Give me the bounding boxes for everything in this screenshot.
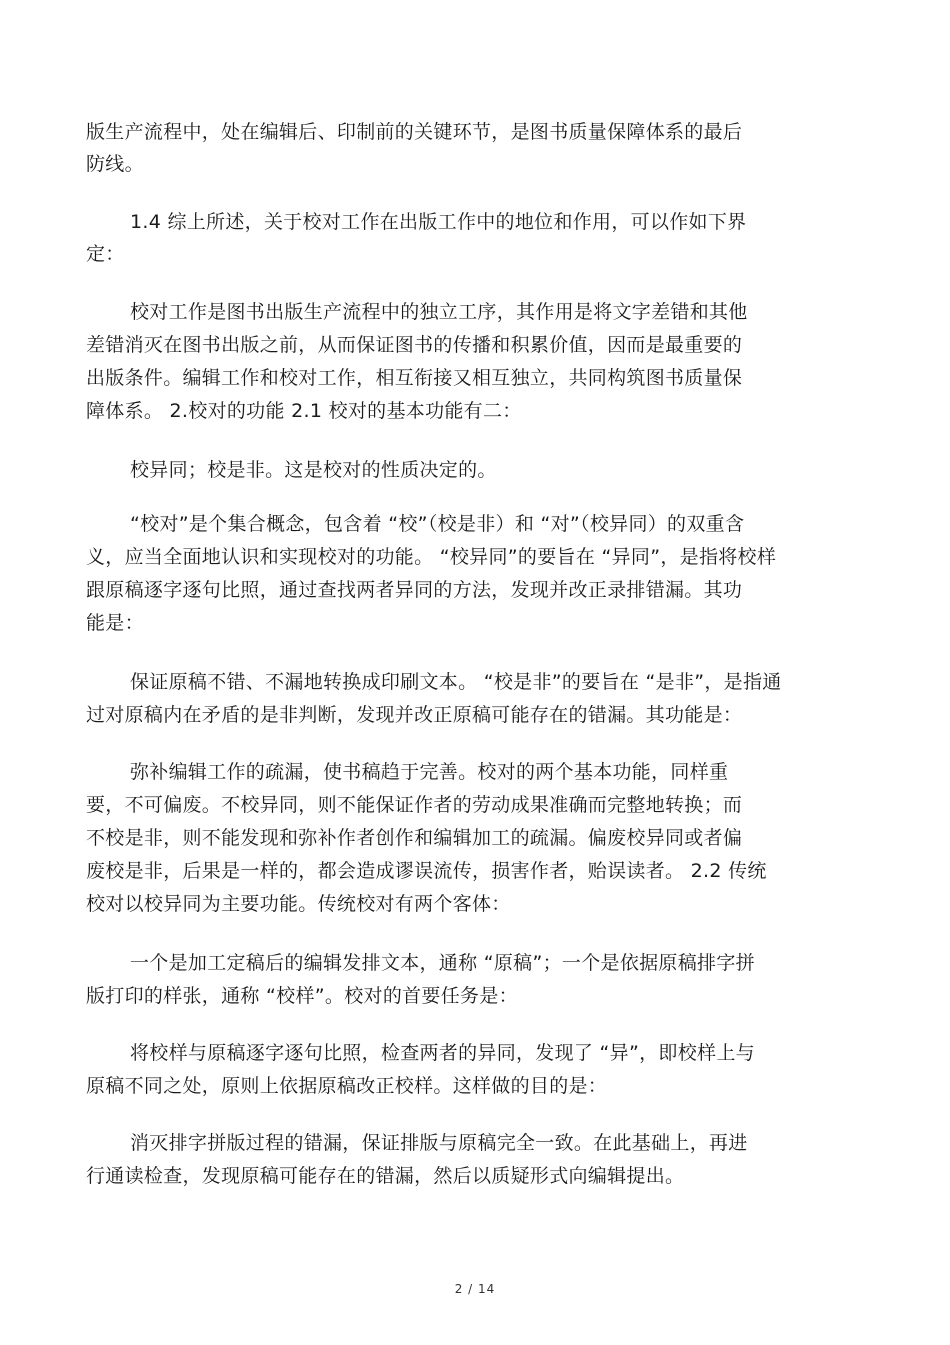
text-line: 将校样与原稿逐字逐句比照，检查两者的异同，发现了 “异”，即校样上与	[130, 1042, 755, 1064]
text-line: 校对以校异同为主要功能。传统校对有两个客体：	[86, 893, 511, 915]
text-line: 差错消灭在图书出版之前，从而保证图书的传播和积累价值，因而是最重要的	[86, 334, 743, 356]
text-line: 义，应当全面地认识和实现校对的功能。 “校异同”的要旨在 “异同”，是指将校样	[86, 546, 777, 568]
text-line: 版打印的样张，通称 “校样”。校对的首要任务是：	[86, 985, 518, 1007]
text-line: 能是：	[86, 612, 144, 634]
text-line: 版生产流程中，处在编辑后、印制前的关键环节，是图书质量保障体系的最后	[86, 121, 743, 143]
text-line: 废校是非，后果是一样的，都会造成谬误流传，损害作者，贻误读者。 2.2 传统	[86, 860, 767, 882]
text-line: 校对工作是图书出版生产流程中的独立工序，其作用是将文字差错和其他	[130, 301, 748, 323]
text-line: 消灭排字拼版过程的错漏，保证排版与原稿完全一致。在此基础上，再进	[130, 1132, 748, 1154]
text-line: 1.4 综上所述，关于校对工作在出版工作中的地位和作用，可以作如下界	[130, 211, 747, 233]
text-line: 跟原稿逐字逐句比照，通过查找两者异同的方法，发现并改正录排错漏。其功	[86, 579, 743, 601]
text-line: 校异同；校是非。这是校对的性质决定的。	[130, 459, 497, 481]
text-line: 防线。	[86, 153, 144, 175]
text-line: 定：	[86, 243, 125, 265]
text-line: 原稿不同之处，原则上依据原稿改正校样。这样做的目的是：	[86, 1075, 608, 1097]
text-line: 一个是加工定稿后的编辑发排文本，通称 “原稿”；一个是依据原稿排字拼	[130, 952, 755, 974]
text-line: 行通读检查，发现原稿可能存在的错漏，然后以质疑形式向编辑提出。	[86, 1165, 685, 1187]
text-line: 弥补编辑工作的疏漏，使书稿趋于完善。校对的两个基本功能，同样重	[130, 761, 729, 783]
text-line: 过对原稿内在矛盾的是非判断，发现并改正原稿可能存在的错漏。其功能是：	[86, 704, 743, 726]
text-line: 不校是非，则不能发现和弥补作者创作和编辑加工的疏漏。偏废校异同或者偏	[86, 827, 743, 849]
text-line: 障体系。 2.校对的功能 2.1 校对的基本功能有二：	[86, 400, 522, 422]
page-number: 2 / 14	[454, 1282, 496, 1296]
text-line: 保证原稿不错、不漏地转换成印刷文本。 “校是非”的要旨在 “是非”，是指通	[130, 671, 782, 693]
text-line: 出版条件。编辑工作和校对工作，相互衔接又相互独立，共同构筑图书质量保	[86, 367, 743, 389]
text-line: 要，不可偏废。不校异同，则不能保证作者的劳动成果准确而完整地转换；而	[86, 794, 743, 816]
text-line: “校对”是个集合概念，包含着 “校”（校是非）和 “对”（校异同）的双重含	[130, 513, 745, 535]
